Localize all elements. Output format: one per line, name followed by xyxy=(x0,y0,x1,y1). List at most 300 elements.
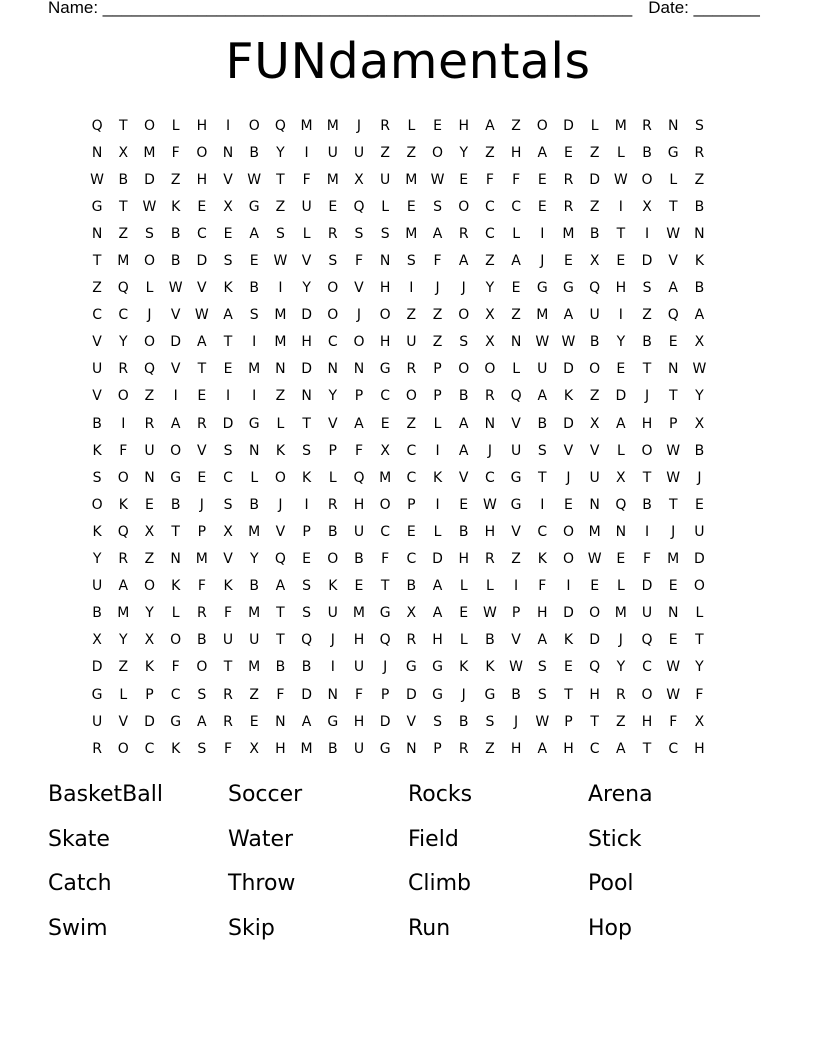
grid-letter: B xyxy=(170,225,181,242)
grid-letter: Z xyxy=(170,171,181,188)
grid-letter: W xyxy=(509,659,524,676)
grid-letter: Q xyxy=(379,632,391,649)
grid-letter: O xyxy=(641,171,653,188)
grid-letter: E xyxy=(223,225,233,242)
grid-letter: V xyxy=(275,523,286,540)
grid-letter: X xyxy=(144,632,155,649)
grid-letter: U xyxy=(641,605,653,622)
grid-letter: L xyxy=(407,117,416,134)
grid-letter: S xyxy=(380,225,390,242)
grid-letter: H xyxy=(641,415,653,432)
grid-letter: B xyxy=(642,144,652,161)
grid-letter: O xyxy=(536,117,548,134)
grid-letter: U xyxy=(353,523,365,540)
word-list-item: Skate xyxy=(48,826,110,852)
grid-letter: B xyxy=(642,496,652,513)
grid-letter: E xyxy=(380,415,390,432)
grid-letter: E xyxy=(616,361,626,378)
grid-letter: N xyxy=(615,523,627,540)
grid-letter: E xyxy=(197,198,207,215)
grid-letter: V xyxy=(118,713,129,730)
grid-letter: K xyxy=(118,496,128,513)
grid-letter: R xyxy=(458,225,469,242)
grid-letter: V xyxy=(223,551,233,568)
grid-letter: E xyxy=(406,198,416,215)
grid-letter: Q xyxy=(641,632,653,649)
grid-letter: Y xyxy=(616,659,626,676)
grid-letter: L xyxy=(171,117,180,134)
grid-letter: D xyxy=(694,551,705,568)
grid-letter: V xyxy=(668,253,678,270)
grid-letter: A xyxy=(537,388,548,405)
grid-letter: W xyxy=(666,686,681,703)
grid-row xyxy=(84,573,734,600)
grid-letter: Z xyxy=(380,144,390,161)
grid-letter: R xyxy=(327,225,338,242)
grid-letter: S xyxy=(433,713,442,730)
grid-letter: I xyxy=(540,225,545,242)
grid-letter: F xyxy=(224,740,233,757)
grid-row xyxy=(84,329,734,356)
grid-letter: G xyxy=(484,686,496,703)
grid-letter: K xyxy=(563,632,574,649)
grid-letter: X xyxy=(589,415,600,432)
grid-letter: E xyxy=(433,117,442,134)
grid-letter: C xyxy=(118,307,129,324)
grid-letter: O xyxy=(641,686,653,703)
word-list-item: Arena xyxy=(588,782,653,807)
grid-letter: V xyxy=(354,280,364,297)
grid-letter: Q xyxy=(117,280,129,297)
grid-letter: X xyxy=(406,605,417,622)
grid-letter: I xyxy=(644,225,650,242)
grid-letter: W xyxy=(482,605,497,622)
grid-letter: U xyxy=(91,713,103,730)
grid-letter: H xyxy=(353,713,365,730)
grid-letter: F xyxy=(485,171,494,188)
grid-letter: M xyxy=(667,551,680,568)
grid-letter: S xyxy=(223,496,233,513)
grid-letter: O xyxy=(458,361,470,378)
grid-letter: S xyxy=(433,198,442,215)
grid-letter: P xyxy=(511,605,521,622)
grid-letter: O xyxy=(379,307,391,324)
grid-letter: D xyxy=(563,117,574,134)
grid-letter: C xyxy=(223,469,233,486)
grid-row xyxy=(84,546,734,573)
grid-letter: U xyxy=(249,632,260,649)
grid-letter: M xyxy=(588,523,601,540)
grid-letter: E xyxy=(564,253,573,270)
grid-letter: C xyxy=(642,659,652,676)
grid-letter: H xyxy=(615,280,627,297)
grid-letter: D xyxy=(563,605,574,622)
grid-letter: M xyxy=(536,307,549,324)
grid-letter: F xyxy=(354,686,363,703)
grid-letter: Y xyxy=(459,144,468,161)
grid-letter: T xyxy=(171,523,180,540)
grid-letter: M xyxy=(405,171,418,188)
grid-letter: O xyxy=(117,740,129,757)
grid-letter: T xyxy=(642,361,652,378)
grid-letter: B xyxy=(92,605,102,622)
grid-letter: F xyxy=(512,171,521,188)
grid-letter: A xyxy=(537,632,548,649)
letter-grid xyxy=(84,112,734,762)
grid-letter: E xyxy=(537,198,547,215)
grid-letter: J xyxy=(461,686,466,703)
grid-letter: J xyxy=(540,253,545,270)
grid-letter: E xyxy=(590,578,600,595)
grid-letter: N xyxy=(301,388,312,405)
grid-letter: Z xyxy=(92,280,102,297)
grid-letter: U xyxy=(406,334,417,351)
grid-row xyxy=(84,275,734,302)
grid-letter: X xyxy=(144,523,155,540)
grid-letter: R xyxy=(223,686,233,703)
grid-letter: K xyxy=(537,551,547,568)
grid-letter: X xyxy=(380,442,390,459)
grid-letter: X xyxy=(616,469,626,486)
grid-letter: K xyxy=(694,253,704,270)
grid-row xyxy=(84,491,734,518)
grid-row xyxy=(84,302,734,329)
grid-letter: T xyxy=(276,171,285,188)
grid-letter: N xyxy=(667,605,679,622)
grid-letter: K xyxy=(563,388,574,405)
grid-letter: M xyxy=(352,605,366,622)
grid-letter: M xyxy=(143,144,156,161)
word-list-item: Skip xyxy=(228,915,275,941)
grid-letter: B xyxy=(642,334,652,351)
grid-letter: U xyxy=(353,740,365,757)
grid-letter: V xyxy=(170,361,181,378)
grid-letter: T xyxy=(380,578,390,595)
grid-letter: I xyxy=(304,496,309,513)
grid-letter: S xyxy=(485,713,495,730)
grid-letter: S xyxy=(537,686,547,703)
grid-letter: V xyxy=(511,523,521,540)
grid-letter: H xyxy=(353,632,365,649)
grid-letter: C xyxy=(196,225,207,242)
grid-letter: D xyxy=(615,388,627,405)
grid-letter: A xyxy=(118,578,129,595)
grid-letter: E xyxy=(694,496,704,513)
grid-letter: X xyxy=(485,307,495,324)
grid-letter: A xyxy=(616,740,626,757)
grid-row xyxy=(84,410,734,437)
grid-letter: A xyxy=(197,334,207,351)
grid-letter: G xyxy=(91,686,103,703)
grid-letter: X xyxy=(694,415,705,432)
grid-letter: R xyxy=(144,415,155,432)
grid-letter: I xyxy=(618,198,623,215)
grid-letter: E xyxy=(564,659,573,676)
grid-letter: B xyxy=(511,686,521,703)
word-list-item: Hop xyxy=(588,915,632,941)
grid-letter: B xyxy=(301,659,312,676)
grid-letter: J xyxy=(278,496,283,513)
grid-letter: C xyxy=(537,523,548,540)
grid-letter: F xyxy=(171,144,180,161)
grid-letter: X xyxy=(642,198,652,215)
grid-letter: L xyxy=(669,171,678,188)
grid-letter: M xyxy=(300,740,313,757)
grid-row xyxy=(84,166,734,193)
grid-letter: M xyxy=(614,117,627,134)
grid-letter: O xyxy=(589,605,601,622)
grid-letter: F xyxy=(433,253,442,270)
word-list-item: Climb xyxy=(408,871,471,896)
grid-letter: Y xyxy=(119,334,128,351)
grid-letter: W xyxy=(666,225,681,242)
grid-letter: B xyxy=(249,578,260,595)
grid-letter: H xyxy=(458,551,469,568)
grid-letter: D xyxy=(301,307,312,324)
grid-letter: P xyxy=(407,496,416,513)
grid-letter: B xyxy=(694,280,705,297)
grid-letter: Z xyxy=(249,686,260,703)
grid-letter: W xyxy=(168,280,183,297)
word-list-item: Swim xyxy=(48,915,108,941)
grid-letter: B xyxy=(406,578,417,595)
grid-letter: V xyxy=(563,442,574,459)
grid-letter: A xyxy=(485,117,495,134)
word-list-item: Throw xyxy=(228,871,296,896)
grid-letter: P xyxy=(564,713,573,730)
grid-letter: A xyxy=(170,415,181,432)
grid-letter: O xyxy=(641,442,653,459)
grid-letter: U xyxy=(589,469,600,486)
grid-letter: B xyxy=(197,632,207,649)
grid-letter: L xyxy=(276,415,285,432)
grid-letter: Z xyxy=(432,334,443,351)
grid-letter: N xyxy=(379,253,391,270)
grid-letter: B xyxy=(694,442,705,459)
grid-letter: P xyxy=(145,686,154,703)
grid-letter: D xyxy=(563,361,574,378)
grid-row xyxy=(84,193,734,220)
grid-letter: L xyxy=(171,605,180,622)
grid-letter: O xyxy=(327,551,339,568)
grid-letter: C xyxy=(92,307,102,324)
grid-letter: R xyxy=(615,686,626,703)
grid-letter: O xyxy=(274,469,286,486)
grid-letter: R xyxy=(642,117,652,134)
grid-letter: J xyxy=(435,280,440,297)
grid-letter: X xyxy=(694,334,705,351)
grid-letter: H xyxy=(275,740,286,757)
grid-letter: N xyxy=(667,117,679,134)
grid-letter: L xyxy=(616,578,625,595)
grid-letter: X xyxy=(92,632,102,649)
grid-letter: H xyxy=(537,605,548,622)
grid-letter: R xyxy=(406,361,417,378)
grid-letter: U xyxy=(537,361,548,378)
grid-letter: E xyxy=(511,280,521,297)
grid-letter: Z xyxy=(485,253,495,270)
grid-letter: V xyxy=(170,307,181,324)
grid-letter: I xyxy=(173,388,178,405)
grid-letter: A xyxy=(694,307,705,324)
grid-letter: Z xyxy=(589,198,600,215)
grid-letter: F xyxy=(538,578,547,595)
grid-letter: N xyxy=(353,361,365,378)
grid-letter: Z xyxy=(511,551,521,568)
grid-letter: W xyxy=(587,551,602,568)
grid-letter: R xyxy=(196,605,207,622)
grid-letter: G xyxy=(510,469,522,486)
grid-letter: X xyxy=(249,740,260,757)
grid-letter: K xyxy=(223,280,233,297)
grid-letter: Z xyxy=(589,144,600,161)
grid-letter: R xyxy=(92,740,102,757)
grid-letter: O xyxy=(327,280,339,297)
grid-letter: R xyxy=(118,361,129,378)
grid-letter: L xyxy=(695,605,704,622)
grid-letter: O xyxy=(143,578,155,595)
grid-letter: E xyxy=(145,496,154,513)
grid-letter: D xyxy=(144,713,155,730)
grid-letter: O xyxy=(117,469,129,486)
grid-letter: E xyxy=(668,632,678,649)
grid-letter: T xyxy=(276,605,285,622)
grid-letter: B xyxy=(537,415,548,432)
grid-letter: Y xyxy=(92,551,102,568)
grid-letter: L xyxy=(433,523,442,540)
grid-letter: O xyxy=(170,442,182,459)
grid-letter: A xyxy=(223,307,233,324)
word-list xyxy=(48,777,768,955)
grid-letter: M xyxy=(379,469,392,486)
grid-letter: M xyxy=(614,605,627,622)
grid-row xyxy=(84,112,734,139)
grid-letter: K xyxy=(171,198,181,215)
grid-letter: H xyxy=(379,280,391,297)
grid-letter: X xyxy=(589,253,600,270)
grid-letter: W xyxy=(666,442,681,459)
grid-letter: J xyxy=(199,496,204,513)
grid-letter: W xyxy=(535,713,550,730)
grid-letter: P xyxy=(302,523,311,540)
grid-letter: A xyxy=(511,253,521,270)
grid-letter: X xyxy=(485,334,495,351)
grid-letter: U xyxy=(222,632,234,649)
grid-letter: Z xyxy=(589,388,600,405)
grid-letter: F xyxy=(643,551,652,568)
grid-letter: I xyxy=(618,307,623,324)
grid-letter: S xyxy=(694,117,704,134)
grid-letter: W xyxy=(142,198,157,215)
grid-letter: A xyxy=(458,415,469,432)
grid-letter: J xyxy=(514,713,519,730)
grid-letter: M xyxy=(248,361,261,378)
grid-letter: A xyxy=(458,253,469,270)
grid-letter: W xyxy=(535,334,550,351)
grid-letter: E xyxy=(406,523,416,540)
grid-letter: W xyxy=(90,171,105,188)
word-list-item: Rocks xyxy=(408,782,473,807)
grid-letter: M xyxy=(326,117,339,134)
grid-letter: T xyxy=(92,253,102,270)
grid-letter: A xyxy=(537,740,548,757)
grid-letter: S xyxy=(537,659,547,676)
grid-letter: D xyxy=(301,686,312,703)
grid-letter: J xyxy=(487,442,492,459)
grid-letter: O xyxy=(458,198,470,215)
grid-letter: U xyxy=(353,144,365,161)
grid-letter: M xyxy=(405,225,418,242)
grid-letter: N xyxy=(91,225,103,242)
word-list-item: Stick xyxy=(588,826,642,852)
grid-letter: K xyxy=(328,578,338,595)
grid-letter: T xyxy=(119,117,128,134)
grid-letter: U xyxy=(144,442,155,459)
grid-letter: B xyxy=(458,388,469,405)
grid-letter: S xyxy=(145,225,154,242)
grid-letter: S xyxy=(275,225,285,242)
grid-letter: T xyxy=(668,198,678,215)
grid-letter: B xyxy=(92,415,102,432)
grid-letter: E xyxy=(616,253,626,270)
grid-letter: S xyxy=(302,442,312,459)
grid-letter: O xyxy=(143,334,155,351)
grid-letter: D xyxy=(405,686,417,703)
grid-letter: I xyxy=(435,442,440,459)
grid-letter: M xyxy=(248,523,261,540)
grid-letter: I xyxy=(304,144,309,161)
grid-letter: O xyxy=(196,144,208,161)
grid-letter: Q xyxy=(615,496,627,513)
grid-letter: H xyxy=(353,496,365,513)
grid-letter: T xyxy=(223,659,233,676)
grid-letter: L xyxy=(616,442,625,459)
grid-letter: V xyxy=(589,442,600,459)
grid-letter: V xyxy=(327,415,338,432)
grid-letter: L xyxy=(590,117,599,134)
grid-letter: I xyxy=(566,578,571,595)
grid-letter: Z xyxy=(616,713,626,730)
grid-letter: K xyxy=(459,659,469,676)
grid-letter: Y xyxy=(616,334,626,351)
grid-letter: O xyxy=(117,388,129,405)
grid-row xyxy=(84,383,734,410)
grid-letter: C xyxy=(668,740,679,757)
grid-letter: C xyxy=(406,469,417,486)
grid-letter: W xyxy=(613,171,628,188)
grid-letter: W xyxy=(194,307,209,324)
grid-letter: D xyxy=(432,551,443,568)
grid-letter: T xyxy=(695,632,704,649)
grid-row xyxy=(84,220,734,247)
grid-letter: Z xyxy=(275,198,286,215)
grid-letter: J xyxy=(356,307,362,324)
grid-letter: J xyxy=(618,632,623,649)
grid-letter: Z xyxy=(406,415,417,432)
grid-letter: E xyxy=(249,713,259,730)
grid-letter: A xyxy=(301,713,312,730)
grid-letter: H xyxy=(196,117,208,134)
grid-letter: U xyxy=(301,198,312,215)
grid-letter: R xyxy=(694,144,705,161)
grid-letter: A xyxy=(668,280,678,297)
grid-letter: T xyxy=(223,334,233,351)
page-title: FUNdamentals xyxy=(225,33,591,90)
word-list-item: Field xyxy=(408,826,459,852)
grid-letter: V xyxy=(92,388,102,405)
grid-letter: B xyxy=(170,496,181,513)
grid-letter: Z xyxy=(144,551,155,568)
